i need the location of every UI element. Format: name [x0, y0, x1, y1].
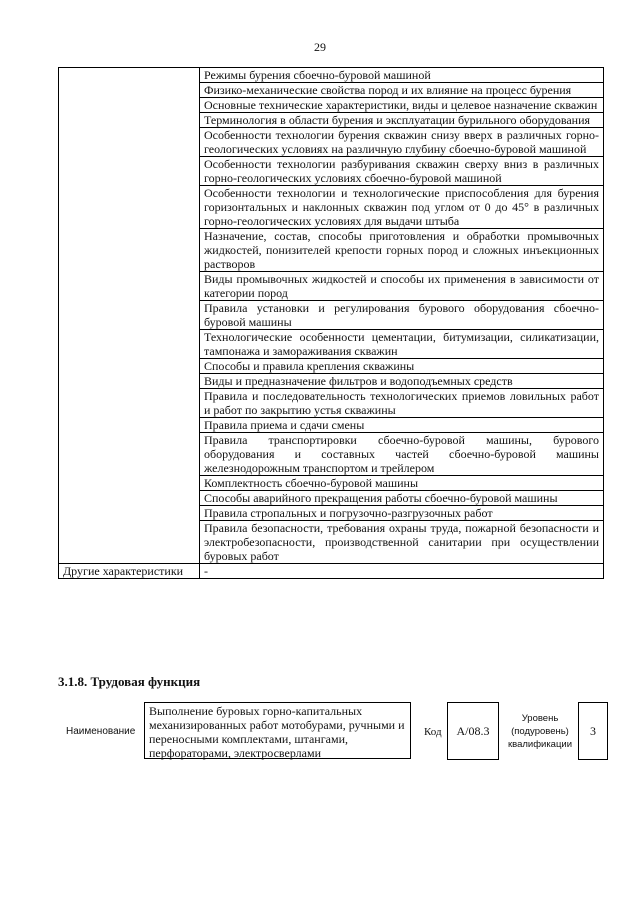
- row-label-cell: [59, 113, 200, 128]
- knowledge-item: Способы аварийного прекращения работы сбоечно-буровой машины: [200, 491, 604, 506]
- row-label-cell: [59, 83, 200, 98]
- page-number: 29: [314, 40, 326, 54]
- row-label-cell: [59, 330, 200, 359]
- knowledge-item: Правила и последовательность технологических приемов ловильных работ и работ по закрытию устья скважины: [200, 389, 604, 418]
- table-row: [59, 272, 604, 301]
- row-label-cell: [59, 301, 200, 330]
- table-row: [59, 433, 604, 476]
- row-label-cell: [59, 433, 200, 476]
- row-label-cell: [59, 272, 200, 301]
- knowledge-item: Виды промывочных жидкостей и способы их применения в зависимости от категории пород: [200, 272, 604, 301]
- table-row: [59, 506, 604, 521]
- table-row: [59, 157, 604, 186]
- knowledge-item: Способы и правила крепления скважины: [200, 359, 604, 374]
- row-label-cell: [59, 359, 200, 374]
- row-label-cell: [59, 157, 200, 186]
- knowledge-item: Назначение, состав, способы приготовления и обработки промывочных жидкостей, понизителей крепости горных пород и сложных инъекционных растворов: [200, 229, 604, 272]
- table-row: [59, 389, 604, 418]
- table-row: [59, 113, 604, 128]
- qualification-level-value: 3: [578, 702, 608, 760]
- row-label-cell: [59, 374, 200, 389]
- knowledge-item: Правила установки и регулирования бурового оборудования сбоечно-буровой машины: [200, 301, 604, 330]
- knowledge-item: Особенности технологии бурения скважин снизу вверх в различных горно-геологических условиях на различную глубину сбоечно-буровой машиной: [200, 128, 604, 157]
- table-row: [59, 301, 604, 330]
- knowledge-item: Режимы бурения сбоечно-буровой машиной: [200, 68, 604, 83]
- knowledge-item: Правила транспортировки сбоечно-буровой машины, бурового оборудования и составных частей сбоечно-буровой машины железнодорожным транспортом и трейлером: [200, 433, 604, 476]
- qualification-level-label: Уровень (подуровень) квалификации: [507, 713, 573, 750]
- row-label-cell: [59, 128, 200, 157]
- section-title: 3.1.8. Трудовая функция: [58, 674, 201, 689]
- knowledge-item: Физико-механические свойства пород и их влияние на процесс бурения: [200, 83, 604, 98]
- function-name: Выполнение буровых горно-капитальных механизированных работ мотобурами, ручными и переносными комплектами, штангами, перфораторами, электросверлами: [144, 702, 411, 759]
- row-label-cell: [59, 229, 200, 272]
- row-label-cell: [59, 506, 200, 521]
- table-row: [59, 374, 604, 389]
- code-label: Код: [424, 726, 442, 738]
- knowledge-item: Технологические особенности цементации, битумизации, силикатизации, тампонажа и замораживания скважин: [200, 330, 604, 359]
- table-row-other: [59, 564, 604, 579]
- table-row: [59, 68, 604, 83]
- table-row: [59, 83, 604, 98]
- row-label-cell: [59, 68, 200, 83]
- row-label-cell: [59, 521, 200, 564]
- table-row: [59, 359, 604, 374]
- table-row: [59, 186, 604, 229]
- table-row: [59, 476, 604, 491]
- knowledge-item: Особенности технологии разбуривания скважин сверху вниз в различных горно-геологических условиях сбоечно-буровой машиной: [200, 157, 604, 186]
- knowledge-item: Комплектность сбоечно-буровой машины: [200, 476, 604, 491]
- row-label-cell: [59, 186, 200, 229]
- row-label-cell: [59, 491, 200, 506]
- knowledge-item: Правила безопасности, требования охраны труда, пожарной безопасности и электробезопасности, производственной санитарии при осуществлении буровых работ: [200, 521, 604, 564]
- row-label-cell: [59, 389, 200, 418]
- table-row: [59, 229, 604, 272]
- table-row: [59, 491, 604, 506]
- name-label: Наименование: [66, 726, 136, 737]
- row-label-cell: [59, 476, 200, 491]
- table-row: [59, 128, 604, 157]
- other-characteristics-value: -: [200, 564, 604, 579]
- knowledge-item: Виды и предназначение фильтров и водоподъемных средств: [200, 374, 604, 389]
- knowledge-item: Особенности технологии и технологические приспособления для бурения горизонтальных и наклонных скважин под углом от 0 до 45° в различных горно-геологических условиях для выдачи штыба: [200, 186, 604, 229]
- other-characteristics-label: Другие характеристики: [59, 564, 200, 579]
- code-value: А/08.3: [447, 702, 499, 760]
- knowledge-table: [58, 67, 604, 579]
- row-label-cell: [59, 418, 200, 433]
- knowledge-item: Правила приема и сдачи смены: [200, 418, 604, 433]
- table-row: [59, 98, 604, 113]
- knowledge-item: Основные технические характеристики, виды и целевое назначение скважин: [200, 98, 604, 113]
- row-label-cell: [59, 98, 200, 113]
- knowledge-item: Правила стропальных и погрузочно-разгрузочных работ: [200, 506, 604, 521]
- table-row: [59, 330, 604, 359]
- knowledge-item: Терминология в области бурения и эксплуатации бурильного оборудования: [200, 113, 604, 128]
- table-row: [59, 521, 604, 564]
- table-row: [59, 418, 604, 433]
